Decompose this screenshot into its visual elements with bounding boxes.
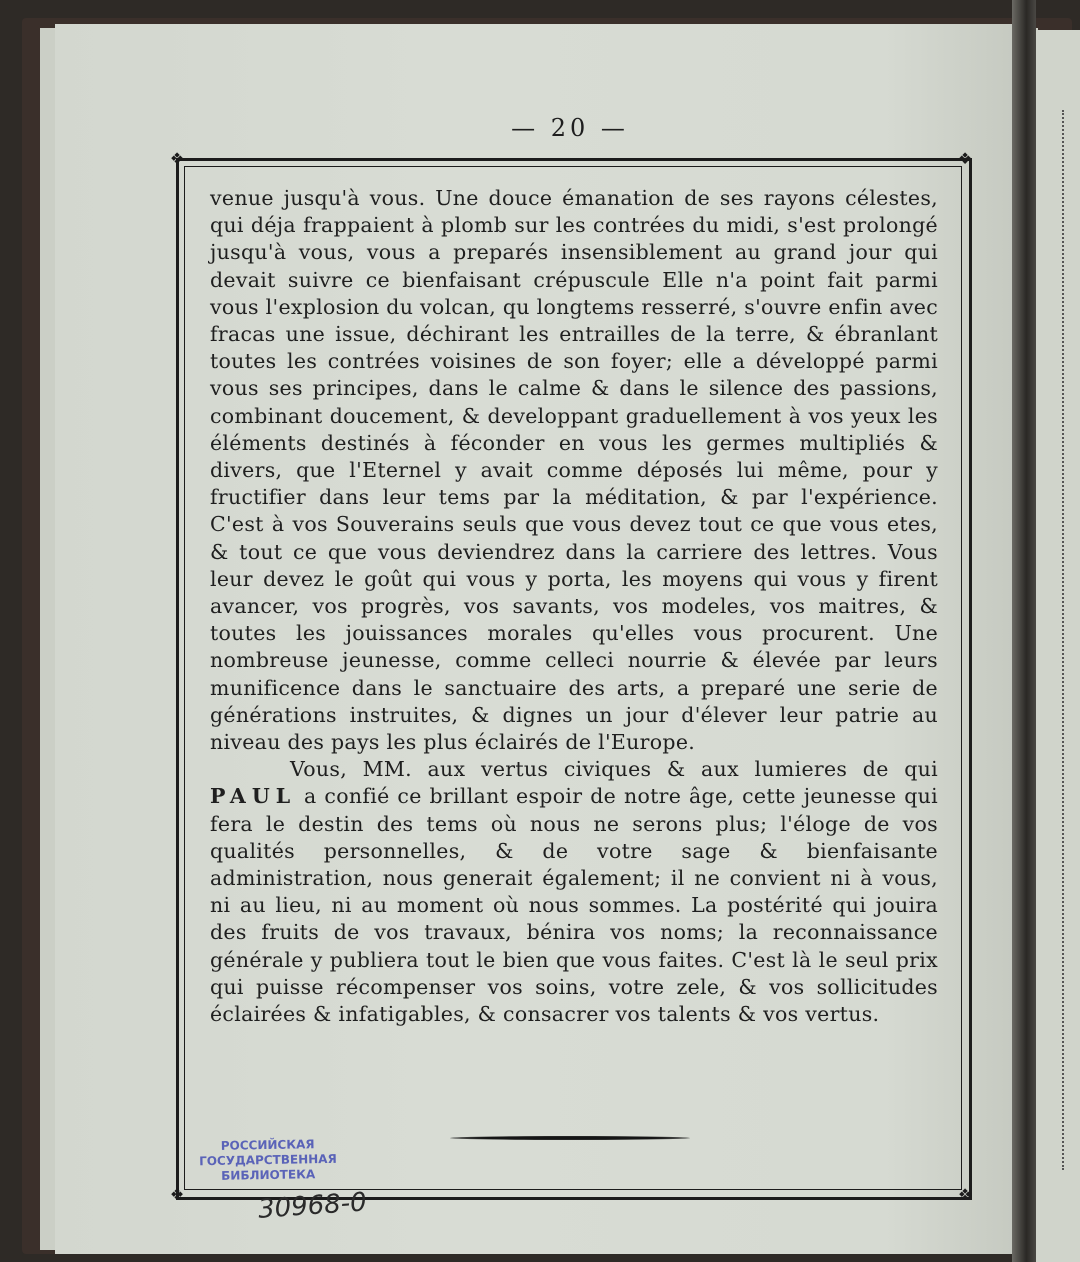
paragraph-2-lead: Vous, MM. aux vertus civiques & aux lumieres de qui xyxy=(290,757,938,782)
paragraph-2-body: a confié ce brillant espoir de notre âge, cette jeunesse qui fera le destin des tems où nous ne serons plus; l'éloge de vos qualités personnelles, & de votre sage & bienfaisante administration, nous generait également; il ne convient ni à vous, ni au lieu, ni au moment où nous sommes. La postérité qui jouira des fruits de vos travaux, bénira vos noms; la reconnaissance générale y publiera tout le bien que vous faites. C'est là le seul prix qui puisse récompenser vos soins, votre zele, & vos sollicitudes éclairées & infatigables, & consacrer vos talents & vos vertus. xyxy=(210,784,938,1027)
corner-ornament-icon: ❖ xyxy=(957,149,973,168)
tail-rule xyxy=(450,1136,690,1140)
paragraph-2-name: PAUL xyxy=(210,784,297,809)
stamp-line: РОССИЙСКАЯ xyxy=(220,1137,315,1153)
book-gutter xyxy=(1012,0,1036,1262)
handwritten-shelfmark: 30968-0 xyxy=(257,1187,368,1225)
paragraph-1: venue jusqu'à vous. Une douce émanation de ses rayons célestes, qui déja frappaient à plomb sur les contrées du midi, s'est prolongé jusqu'à vous, vous a preparés insensiblement au grand jour qui devait suivre ce bienfaisant crépuscule Elle n'a point fait parmi vous l'explosion du volcan, qu longtems resserré, s'ouvre enfin avec fracas une issue, déchirant les entrailles de la terre, & ébranlant toutes les contrées voisines de son foyer; elle a développé parmi vous ses principes, dans le calme & dans le silence des passions, combinant doucement, & developpant graduellement à vos yeux les éléments destinés à féconder en vous les germes multipliés & divers, que l'Eternel y avait comme déposés lui même, pour y fructifier dans leur tems par la méditation, & par l'expérience. C'est à vos Souverains seuls que vous devez tout ce que vous etes, & tout ce que vous deviendrez dans la carriere des lettres. Vous leur devez le goût qui vous y porta, les moyens qui vous y firent avancer, vos progrès, vos savants, vos modeles, vos maitres, & toutes les jouissances morales qu'elles vous procurent. Une nombreuse jeunesse, comme celleci nourrie & élevée par leurs munificence dans le sanctuaire des arts, a preparé une serie de générations instruites, & dignes un jour d'élever leur patrie au niveau des pays les plus éclairés de l'Europe. xyxy=(210,186,938,755)
stamp-line: ГОСУДАРСТВЕННАЯ xyxy=(199,1151,337,1169)
corner-ornament-icon: ❖ xyxy=(169,149,185,168)
stamp-line: БИБЛИОТЕКА xyxy=(221,1167,316,1183)
body-text xyxy=(210,185,938,1028)
corner-ornament-icon: ❖ xyxy=(169,1185,185,1204)
facing-page-ornament xyxy=(1062,110,1080,1170)
page-number: — 20 — xyxy=(511,114,629,142)
library-stamp xyxy=(198,1137,339,1189)
corner-ornament-icon: ❖ xyxy=(957,1185,973,1204)
paragraph-2 xyxy=(210,756,938,1028)
